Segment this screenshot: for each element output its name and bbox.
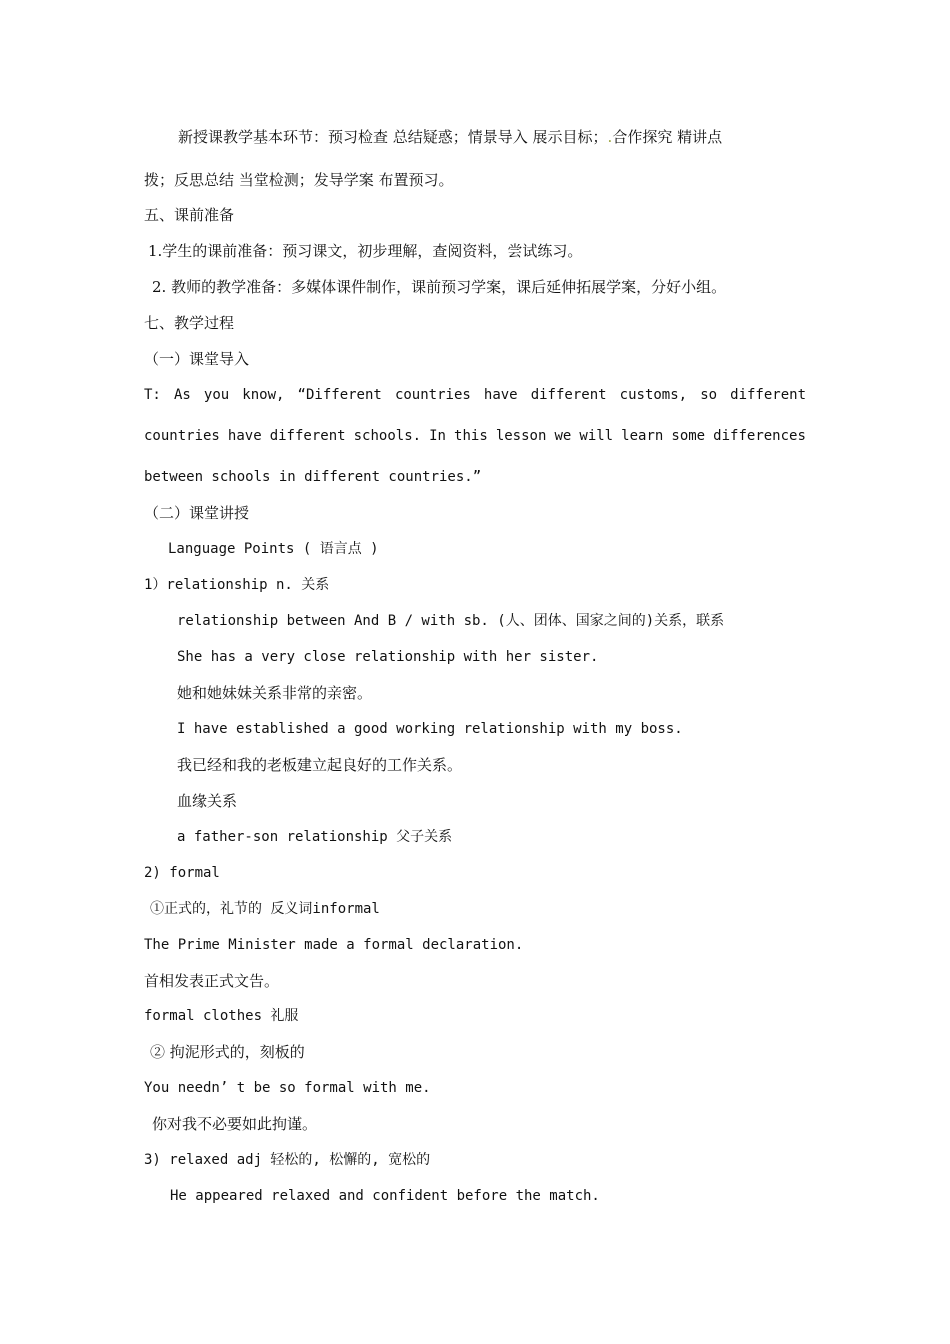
point-formal-translation-2: 你对我不必要如此拘谨。	[152, 1115, 318, 1133]
teacher-line-1: T: As you know, “Different countries have different customs, so different	[144, 387, 806, 403]
point-formal-translation-1: 首相发表正式文告。	[144, 972, 280, 990]
point-relaxed-example-1: He appeared relaxed and confident before the match.	[170, 1188, 600, 1204]
point-formal-example-1: The Prime Minister made a formal declaration.	[144, 937, 524, 953]
language-points-heading: Language Points ( 语言点 )	[168, 541, 379, 557]
point-relationship-example-2: I have established a good working relationship with my boss.	[177, 721, 683, 737]
point-formal-meaning-1: ①正式的，礼节的 反义词informal	[150, 901, 380, 917]
point-formal-example-2: You needn’ t be so formal with me.	[144, 1080, 431, 1096]
paragraph-teaching-steps-line1: 新授课教学基本环节：预习检查 总结疑惑；情景导入 展示目标；.合作探究 精讲点	[178, 128, 723, 146]
subheading-lecture: （二）课堂讲授	[144, 504, 250, 522]
point-relationship-term: 血缘关系	[177, 792, 238, 810]
stray-dot-mark: .	[607, 128, 613, 146]
point-relationship-translation-1: 她和她妹妹关系非常的亲密。	[177, 684, 373, 702]
section-heading-process: 七、教学过程	[144, 314, 235, 332]
point-formal-phrase: formal clothes 礼服	[144, 1008, 299, 1024]
point-relationship-example-1: She has a very close relationship with her sister.	[177, 649, 599, 665]
teacher-line-2: countries have different schools. In this lesson we will learn some differences	[144, 428, 806, 444]
point-formal-heading: 2) formal	[144, 865, 220, 881]
subheading-lead-in: （一）课堂导入	[144, 350, 250, 368]
preparation-item-students: 1.学生的课前准备：预习课文，初步理解，查阅资料，尝试练习。	[148, 242, 583, 260]
point-relationship-heading: 1）relationship n. 关系	[144, 577, 330, 593]
point-relationship-phrase: a father-son relationship 父子关系	[177, 829, 453, 845]
teacher-line-3: between schools in different countries.”	[144, 469, 482, 485]
preparation-item-teacher: 2. 教师的教学准备：多媒体课件制作，课前预习学案，课后延伸拓展学案，分好小组。	[152, 278, 727, 296]
paragraph-teaching-steps-line2: 拨；反思总结 当堂检测；发导学案 布置预习。	[144, 171, 454, 189]
point-relationship-translation-2: 我已经和我的老板建立起良好的工作关系。	[177, 756, 463, 774]
section-heading-preparation: 五、课前准备	[144, 206, 235, 224]
point-relationship-usage: relationship between And B / with sb. (人、团体、国家之间的)关系，联系	[177, 613, 725, 629]
point-relaxed-heading: 3) relaxed adj 轻松的, 松懈的, 宽松的	[144, 1152, 431, 1168]
point-formal-meaning-2: ② 拘泥形式的，刻板的	[150, 1043, 305, 1061]
